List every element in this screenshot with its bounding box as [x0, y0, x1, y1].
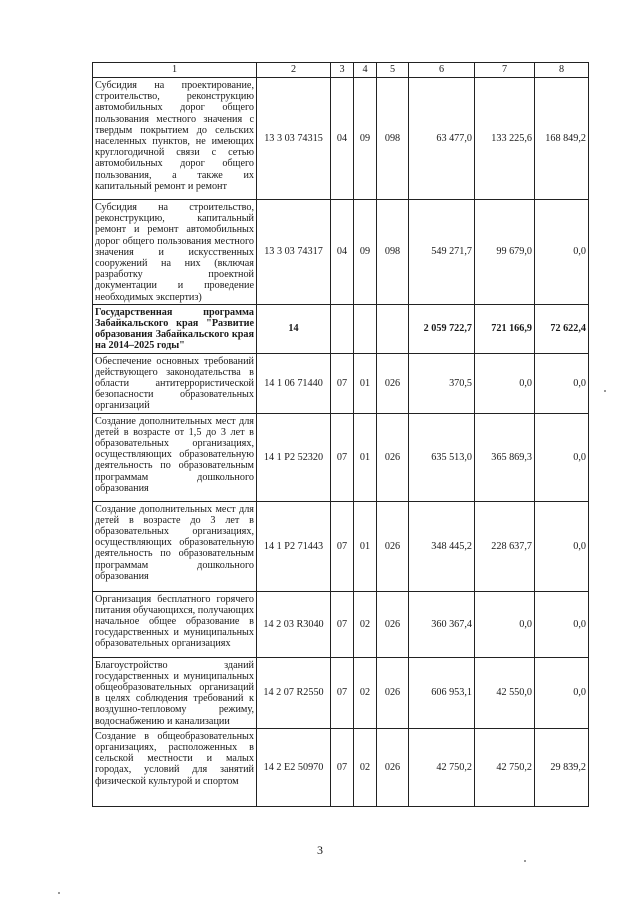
row-value-8: 29 839,2: [535, 728, 589, 806]
page-number: 3: [317, 843, 323, 857]
row-ministry: 098: [377, 78, 409, 200]
row-description: Благоустройство зданий государственных и муниципальных общеобразовательных организаций в целях соблюдения требований к воздушно-тепловому режиму, водоснабжению и канализации: [93, 657, 257, 728]
row-description: Создание дополнительных мест для детей в возрасте до 3 лет в образовательных организациях, осуществляющих образовательную деятельность по образовательным программам дошкольного образования: [93, 501, 257, 591]
table-row: [93, 413, 589, 501]
row-description: Создание дополнительных мест для детей в возрасте от 1,5 до 3 лет в образовательных организациях, осуществляющих образовательную деятельность по образовательным программам дошкольного образования: [93, 413, 257, 501]
header-cell: 1: [93, 63, 257, 78]
row-section: [331, 304, 354, 353]
row-subsection: 09: [354, 78, 377, 200]
table-row: [93, 200, 589, 305]
table-row: [93, 304, 589, 353]
scan-speck: [58, 892, 60, 894]
row-value-7: 0,0: [475, 353, 535, 413]
row-value-8: 0,0: [535, 200, 589, 305]
row-ministry: 026: [377, 501, 409, 591]
row-description: Обеспечение основных требований действующего законодательства в области антитеррористической безопасности образовательных организаций: [93, 353, 257, 413]
row-value-6: 360 367,4: [409, 591, 475, 657]
row-value-8: 0,0: [535, 353, 589, 413]
row-value-7: 721 166,9: [475, 304, 535, 353]
row-code: 14 2 03 R3040: [257, 591, 331, 657]
row-value-7: 228 637,7: [475, 501, 535, 591]
row-value-7: 99 679,0: [475, 200, 535, 305]
row-ministry: 026: [377, 413, 409, 501]
row-ministry: [377, 304, 409, 353]
row-section: 07: [331, 657, 354, 728]
row-subsection: 02: [354, 591, 377, 657]
row-section: 07: [331, 413, 354, 501]
row-ministry: 026: [377, 657, 409, 728]
row-description: Субсидия на строительство, реконструкцию, капитальный ремонт и ремонт автомобильных дорог общего пользования местного значения и искусственных сооружений на них (включая разработку проектной документации и проведение необходимых экспертиз): [93, 200, 257, 305]
table-row: [93, 591, 589, 657]
header-cell: 4: [354, 63, 377, 78]
row-subsection: 01: [354, 413, 377, 501]
header-cell: 5: [377, 63, 409, 78]
header-cell: 6: [409, 63, 475, 78]
row-subsection: 01: [354, 501, 377, 591]
row-value-6: 549 271,7: [409, 200, 475, 305]
row-value-6: 606 953,1: [409, 657, 475, 728]
table-row: [93, 501, 589, 591]
row-section: 07: [331, 353, 354, 413]
row-section: 04: [331, 200, 354, 305]
row-section: 07: [331, 591, 354, 657]
row-value-8: 0,0: [535, 501, 589, 591]
row-code: 14 2 E2 50970: [257, 728, 331, 806]
row-subsection: 01: [354, 353, 377, 413]
row-value-7: 133 225,6: [475, 78, 535, 200]
row-ministry: 098: [377, 200, 409, 305]
header-row: [93, 63, 589, 78]
row-value-6: 42 750,2: [409, 728, 475, 806]
row-value-8: 0,0: [535, 591, 589, 657]
row-description: Создание в общеобразовательных организациях, расположенных в сельской местности и малых городах, условий для занятий физической культурой и спортом: [93, 728, 257, 806]
row-section: 07: [331, 501, 354, 591]
scan-speck: [604, 390, 606, 392]
row-description: Организация бесплатного горячего питания обучающихся, получающих начальное общее образование в государственных и муниципальных образовательных организациях: [93, 591, 257, 657]
row-code: 13 3 03 74315: [257, 78, 331, 200]
row-code: 14: [257, 304, 331, 353]
row-code: 13 3 03 74317: [257, 200, 331, 305]
scan-speck: [524, 860, 526, 862]
row-value-7: 365 869,3: [475, 413, 535, 501]
header-cell: 3: [331, 63, 354, 78]
table-row: [93, 657, 589, 728]
row-code: 14 1 06 71440: [257, 353, 331, 413]
row-code: 14 1 P2 71443: [257, 501, 331, 591]
row-section: 07: [331, 728, 354, 806]
row-value-6: 370,5: [409, 353, 475, 413]
table-row: [93, 728, 589, 806]
budget-table: [92, 62, 589, 807]
row-value-8: 168 849,2: [535, 78, 589, 200]
row-subsection: [354, 304, 377, 353]
row-value-8: 72 622,4: [535, 304, 589, 353]
row-section: 04: [331, 78, 354, 200]
row-description: Субсидия на проектирование, строительство, реконструкцию автомобильных дорог общего пользования местного значения с твердым покрытием до сельских населенных пунктов, не имеющих круглогодичной связи с сетью автомобильных дорог общего пользования, а также их капитальный ремонт и ремонт: [93, 78, 257, 200]
row-value-6: 63 477,0: [409, 78, 475, 200]
row-ministry: 026: [377, 591, 409, 657]
row-value-7: 42 550,0: [475, 657, 535, 728]
header-cell: 2: [257, 63, 331, 78]
row-code: 14 1 P2 52320: [257, 413, 331, 501]
row-value-8: 0,0: [535, 413, 589, 501]
header-cell: 7: [475, 63, 535, 78]
row-value-7: 42 750,2: [475, 728, 535, 806]
row-ministry: 026: [377, 728, 409, 806]
row-subsection: 09: [354, 200, 377, 305]
table-row: [93, 353, 589, 413]
row-value-7: 0,0: [475, 591, 535, 657]
row-value-6: 348 445,2: [409, 501, 475, 591]
row-value-8: 0,0: [535, 657, 589, 728]
row-description: Государственная программа Забайкальского края "Развитие образования Забайкальского края на 2014–2025 годы": [93, 304, 257, 353]
table-row: [93, 78, 589, 200]
row-value-6: 2 059 722,7: [409, 304, 475, 353]
row-code: 14 2 07 R2550: [257, 657, 331, 728]
row-ministry: 026: [377, 353, 409, 413]
header-cell: 8: [535, 63, 589, 78]
row-subsection: 02: [354, 728, 377, 806]
row-subsection: 02: [354, 657, 377, 728]
row-value-6: 635 513,0: [409, 413, 475, 501]
